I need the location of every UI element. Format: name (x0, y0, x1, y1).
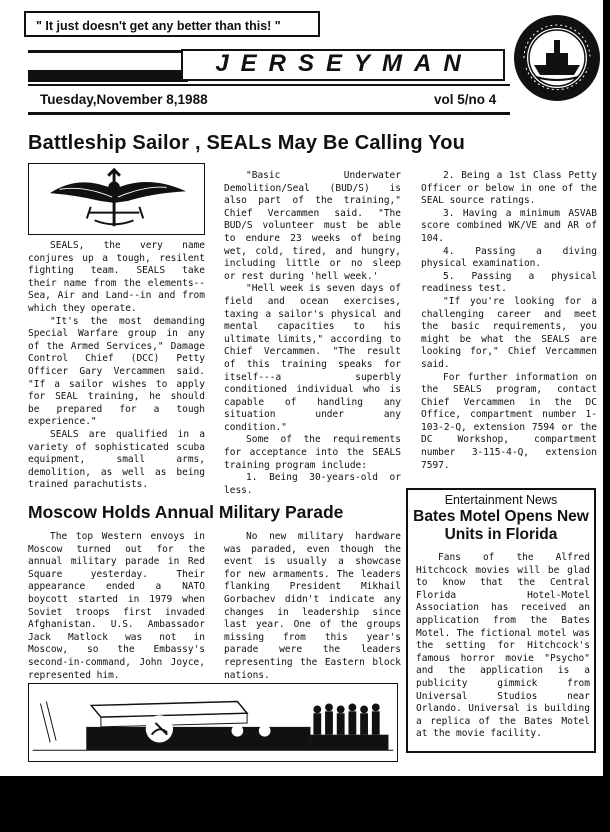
slogan-box (24, 11, 320, 37)
issue-date: Tuesday,November 8,1988 (40, 92, 208, 107)
paragraph: SEALS, the very name conjures up a tough, resilent fighting team. SEALS take their name from the elements--Sea, Air and Land--in and from which they operate. (28, 240, 205, 314)
entertainment-headline: Bates Motel Opens New Units in Florida (413, 508, 589, 543)
slogan-text: " It just doesn't get any better than this! " (36, 19, 281, 33)
seal-trident-eagle-icon (28, 163, 205, 235)
paragraph: No new military hardware was paraded, even though the event is usually a showcase for new armaments. The leaders flanking President Mikhail Gorbachev didn't indicate any changes in leadership since last year. One of the groups missing from this year's parade were the leaders representing the Eastern block nations. (224, 531, 401, 681)
paragraph: "If you're looking for a challenging career and meet the basic requirements, you might be what the SEALS are looking for," Chief Vercammen said. (421, 295, 597, 370)
masthead-rule-thin (28, 50, 188, 53)
moscow-column-2 (224, 531, 401, 682)
ship-seal-icon (512, 13, 602, 103)
paragraph: "Hell week is seven days of field and ocean exercises, taxing a sailor's physical and mental capacities to his ultimate limits," according to Chief Vercammen. "The result of this training speaks for itself---a superbly conditioned individual who is capable of handling any situation under any condition." (224, 283, 401, 433)
seals-column-1 (28, 240, 205, 492)
paragraph: Some of the requirements for acceptance into the SEALS training program include: (224, 434, 401, 471)
paragraph: SEALS are qualified in a variety of sophisticated scuba equipment, small arms, demolition, as well as being trained parachutists. (28, 428, 205, 491)
paragraph: 1. Being 30-years-old or less. (224, 472, 401, 496)
paragraph: "Basic Underwater Demolition/Seal (BUD/S) is also part of the training," Chief Vercammen said. "The BUD/S volunteer must be able to endure 23 weeks of being wet, cold, tired, and hungry, including little or no sleep or rest during 'hell week.' (224, 170, 401, 282)
entertainment-label: Entertainment News (444, 493, 558, 507)
masthead-title: JERSEYMAN (215, 50, 473, 77)
seals-column-3 (421, 170, 597, 472)
parade-cartoon-illustration (28, 683, 398, 762)
paragraph: For further information on the SEALS program, contact Chief Vercammen in the DC Office, compartment number 1-103-2-Q, extension 7594 or the DC Workshop, compartment number 3-115-4-Q, extension 7597. (421, 371, 597, 471)
article-headline-moscow: Moscow Holds Annual Military Parade (28, 502, 344, 522)
article-headline-seals: Battleship Sailor , SEALs May Be Calling You (28, 132, 466, 154)
paragraph: 3. Having a minimum ASVAB score combined WK/VE and AR of 104. (421, 207, 597, 244)
paragraph: The top Western envoys in Moscow turned out for the annual military parade in Red Square yesterday. Their appearance ended a NATO boycott started in 1979 when Soviet troops first invaded Afghanistan. U.S. Ambassador Jack Matlock was not in Moscow, so the Embassy's second-in-command, John Joyce, represented him. (28, 531, 205, 681)
entertainment-column (416, 552, 590, 741)
paragraph: 4. Passing a diving physical examination. (421, 245, 597, 270)
paragraph: 2. Being a 1st Class Petty Officer or below in one of the SEAL source ratings. (421, 170, 597, 207)
paragraph: 5. Passing a physical readiness test. (421, 270, 597, 295)
moscow-column-1 (28, 531, 205, 682)
paragraph: Fans of the Alfred Hitchcock movies will be glad to know that the Central Florida Hotel-Motel Association has received an application from the Bates Motel. The fictional motel was the setting for Hitchcock's famous horror movie "Psycho" and the application is a publicity gimmick from Universal Studios near Orlando. Universal is building a replica of the Bates Motel at the movie facility. (416, 552, 590, 740)
paragraph: "It's the most demanding Special Warfare group in any of the Armed Services," Damage Control Chief (DCC) Petty Officer Gary Vercammen said. "If a sailor wishes to apply for SEAL training, he should be prepared for a tough experience." (28, 315, 205, 428)
issue-volume: vol 5/no 4 (434, 92, 497, 107)
masthead-rule-thick (28, 70, 188, 82)
seals-column-2 (224, 170, 401, 497)
